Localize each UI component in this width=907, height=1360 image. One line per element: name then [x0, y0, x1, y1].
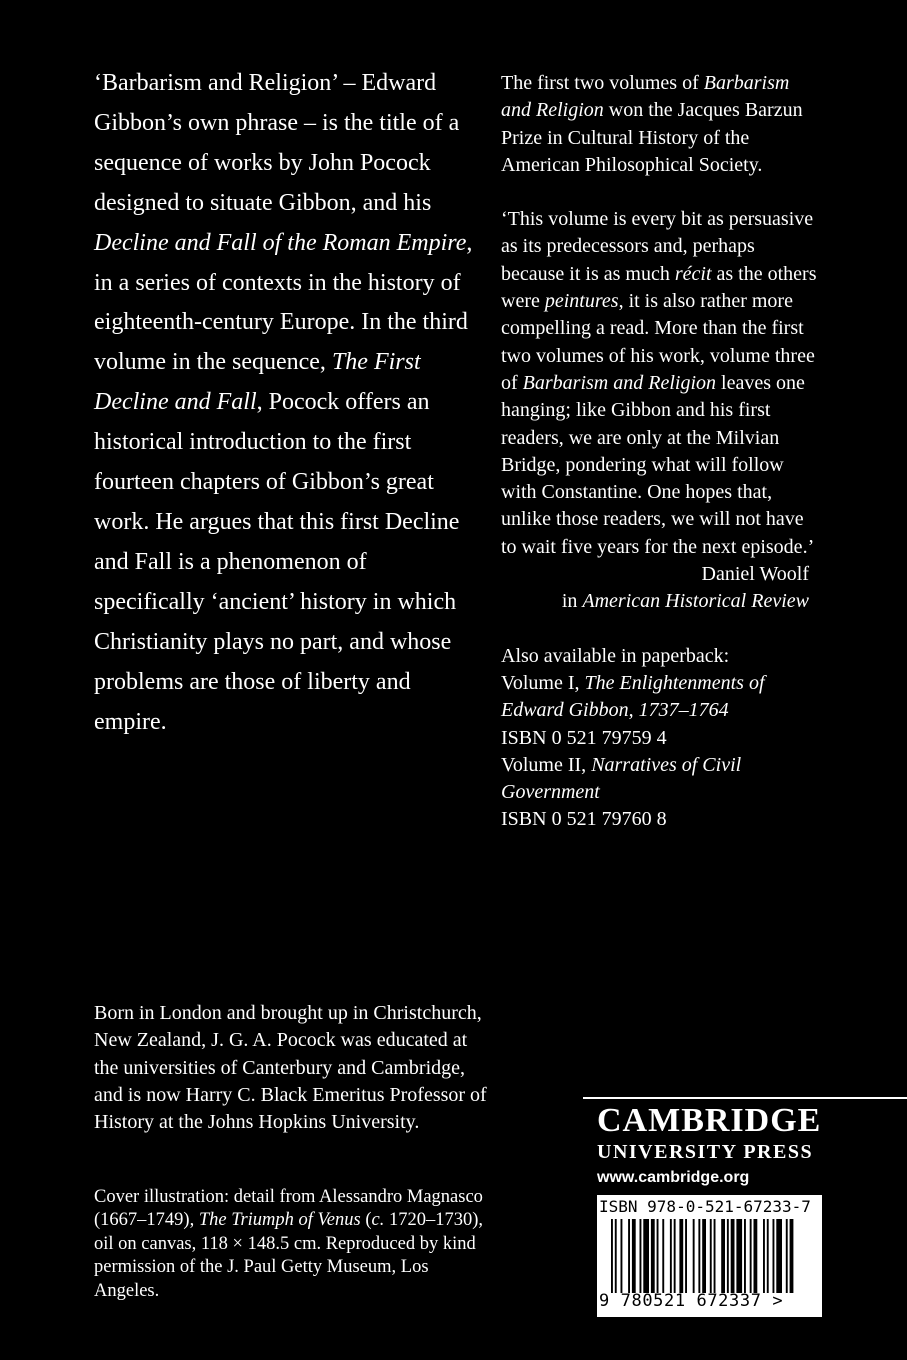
- publisher-url: www.cambridge.org: [597, 1169, 750, 1186]
- barcode-bar: [754, 1219, 758, 1293]
- volume-one: Volume I, The Enlightenments of Edward Gibbon, 1737–1764: [501, 671, 765, 722]
- publisher-press: UNIVERSITY PRESS: [597, 1141, 814, 1163]
- blurb-title-decline-and-fall: Decline and Fall of the Roman Empire: [94, 229, 467, 256]
- volume-one-isbn: ISBN 0 521 79759 4: [501, 726, 667, 749]
- barcode-bar: [693, 1219, 695, 1293]
- also-available: [501, 643, 821, 834]
- barcode-bar: [721, 1219, 725, 1293]
- barcode-bar: [750, 1219, 752, 1293]
- barcode-bars: [611, 1219, 811, 1293]
- blurb-title-first-decline: The First Decline and Fall: [94, 349, 421, 416]
- barcode-bar: [657, 1219, 659, 1293]
- barcode-bar: [643, 1219, 649, 1293]
- barcode-bar: [651, 1219, 655, 1293]
- barcode-bar: [615, 1219, 617, 1293]
- publisher-logo: [597, 1101, 837, 1187]
- barcode-bar: [640, 1219, 642, 1293]
- barcode-bar: [685, 1219, 687, 1293]
- prize-note: The first two volumes of Barbarism and Religion won the Jacques Barzun Prize in Cultural History of the American Philosophical Society.: [501, 72, 803, 176]
- barcode-bar: [710, 1219, 712, 1293]
- barcode-bar: [767, 1219, 769, 1293]
- barcode-bar: [621, 1219, 623, 1293]
- isbn-label: ISBN 978-0-521-67233-7: [599, 1197, 811, 1216]
- blurb-text-1: ‘Barbarism and Religion’ – Edward Gibbon’s own phrase – is the title of a sequence of works by John Pocock designed to situate Gibbon, and his: [94, 70, 460, 216]
- publisher-name: CAMBRIDGE: [597, 1102, 822, 1139]
- volume-two: Volume II, Narratives of Civil Government: [501, 753, 742, 804]
- review-quote: ‘This volume is every bit as persuasive as its predecessors and, perhaps because it is as much récit as the others were peintures, it is also rather more compelling a read. More than the first two volumes of his work, volume three of Barbarism and Religion leaves one hanging; like Gibbon and his first readers, we are only at the Milvian Bridge, pondering what will follow with Constantine. One hopes that, unlike those readers, we will not have to wait five years for the next episode.’: [501, 208, 817, 558]
- review-source: in American Historical Review: [561, 590, 809, 613]
- barcode-bar: [773, 1219, 775, 1293]
- barcode-bar: [632, 1219, 636, 1293]
- barcode-box: [597, 1195, 822, 1317]
- barcode-bar: [679, 1219, 683, 1293]
- main-blurb: [94, 64, 474, 742]
- barcode-bar: [763, 1219, 765, 1293]
- blurb-text-2: , in a series of contexts in the history of eighteenth-century Europe. In the third volume in the sequence,: [94, 229, 473, 376]
- barcode-bar: [744, 1219, 746, 1293]
- barcode-bar: [786, 1219, 788, 1293]
- also-available-heading: Also available in paperback:: [501, 644, 730, 667]
- author-bio: Born in London and brought up in Christchurch, New Zealand, J. G. A. Pocock was educated at the universities of Canterbury and Cambridge, and is now Harry C. Black Emeritus Professor of History at the Johns Hopkins University.: [94, 1002, 487, 1134]
- barcode-bar: [611, 1219, 613, 1293]
- barcode-bar: [736, 1219, 742, 1293]
- blurb-text-3: , Pocock offers an historical introduction to the first fourteen chapters of Gibbon’s great work. He argues that this first Decline and Fall is a phenomenon of specifically ‘ancient’ history in which Christianity plays no part, and whose problems are those of liberty and empire.: [94, 389, 460, 735]
- barcode-bar: [714, 1219, 716, 1293]
- barcode-bar: [776, 1219, 782, 1293]
- barcode-bar: [731, 1219, 735, 1293]
- barcode-bar: [790, 1219, 794, 1293]
- volume-two-isbn: ISBN 0 521 79760 8: [501, 808, 667, 831]
- cover-credit: Cover illustration: detail from Alessandro Magnasco (1667–1749), The Triumph of Venus (c. 1720–1730), oil on canvas, 118 × 148.5 cm. Reproduced by kind permission of the J. Paul Getty Museum, Los Angeles.: [94, 1187, 484, 1301]
- barcode-bar: [670, 1219, 672, 1293]
- barcode-bar: [662, 1219, 664, 1293]
- barcode-bar: [702, 1219, 706, 1293]
- review-author: Daniel Woolf: [701, 563, 809, 586]
- barcode-bar: [674, 1219, 676, 1293]
- barcode-bar: [698, 1219, 700, 1293]
- barcode-bar: [727, 1219, 729, 1293]
- right-column: [501, 70, 821, 834]
- barcode-digits: 9 780521 672337 >: [599, 1291, 784, 1311]
- publisher-rule: [583, 1097, 907, 1099]
- barcode-bar: [628, 1219, 630, 1293]
